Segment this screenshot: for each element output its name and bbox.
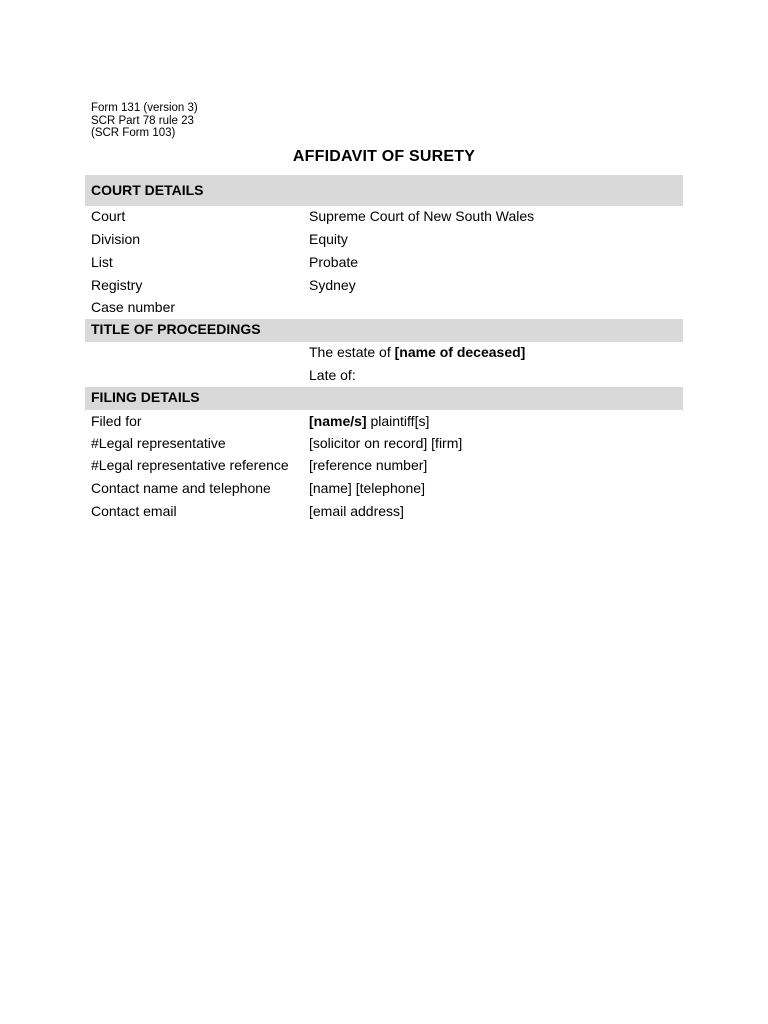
filed-for-names-placeholder: [name/s]	[309, 413, 367, 429]
form-rule: SCR Part 78 rule 23	[91, 114, 194, 127]
court-label: Court	[91, 208, 126, 224]
contact-name-telephone-row	[85, 477, 683, 499]
filed-for-row	[85, 410, 683, 432]
contact-email-value: [email address]	[309, 503, 404, 519]
legal-representative-reference-value: [reference number]	[309, 457, 428, 473]
registry-row	[85, 274, 683, 296]
list-value: Probate	[309, 254, 359, 270]
form-scr-number: (SCR Form 103)	[91, 127, 176, 139]
division-row	[85, 228, 683, 250]
legal-representative-reference-row	[85, 454, 683, 476]
estate-prefix: The estate of	[309, 344, 395, 360]
title-of-proceedings-header: TITLE OF PROCEEDINGS	[85, 319, 683, 342]
division-value: Equity	[309, 231, 348, 247]
form-reference	[91, 102, 198, 140]
list-row	[85, 251, 683, 273]
contact-email-label: Contact email	[91, 503, 177, 519]
filed-for-label: Filed for	[91, 413, 142, 429]
document-title: AFFIDAVIT OF SURETY	[292, 148, 476, 165]
court-value: Supreme Court of New South Wales	[309, 208, 535, 224]
legal-representative-label: #Legal representative	[91, 435, 226, 451]
registry-label: Registry	[91, 277, 143, 293]
legal-representative-reference-label: #Legal representative reference	[91, 457, 289, 473]
filed-for-role: plaintiff[s]	[366, 413, 430, 429]
estate-row	[85, 341, 683, 363]
case-number-label: Case number	[91, 299, 176, 315]
late-of-row	[85, 364, 683, 386]
list-label: List	[91, 254, 113, 270]
late-of-label: Late of:	[309, 367, 356, 383]
legal-representative-value: [solicitor on record] [firm]	[309, 435, 463, 451]
court-details-header: COURT DETAILS	[85, 175, 683, 206]
legal-representative-row	[85, 432, 683, 454]
form-number: Form 131 (version 3)	[91, 102, 198, 114]
deceased-name-placeholder: [name of deceased]	[394, 344, 526, 360]
filed-for-value	[309, 410, 429, 432]
court-row	[85, 205, 683, 227]
registry-value: Sydney	[309, 277, 356, 293]
contact-name-telephone-label: Contact name and telephone	[91, 480, 271, 496]
estate-value	[309, 341, 525, 363]
filing-details-header: FILING DETAILS	[85, 387, 683, 410]
contact-email-row	[85, 500, 683, 522]
division-label: Division	[91, 231, 141, 247]
case-number-row	[85, 296, 683, 318]
contact-name-telephone-value: [name] [telephone]	[309, 480, 425, 496]
